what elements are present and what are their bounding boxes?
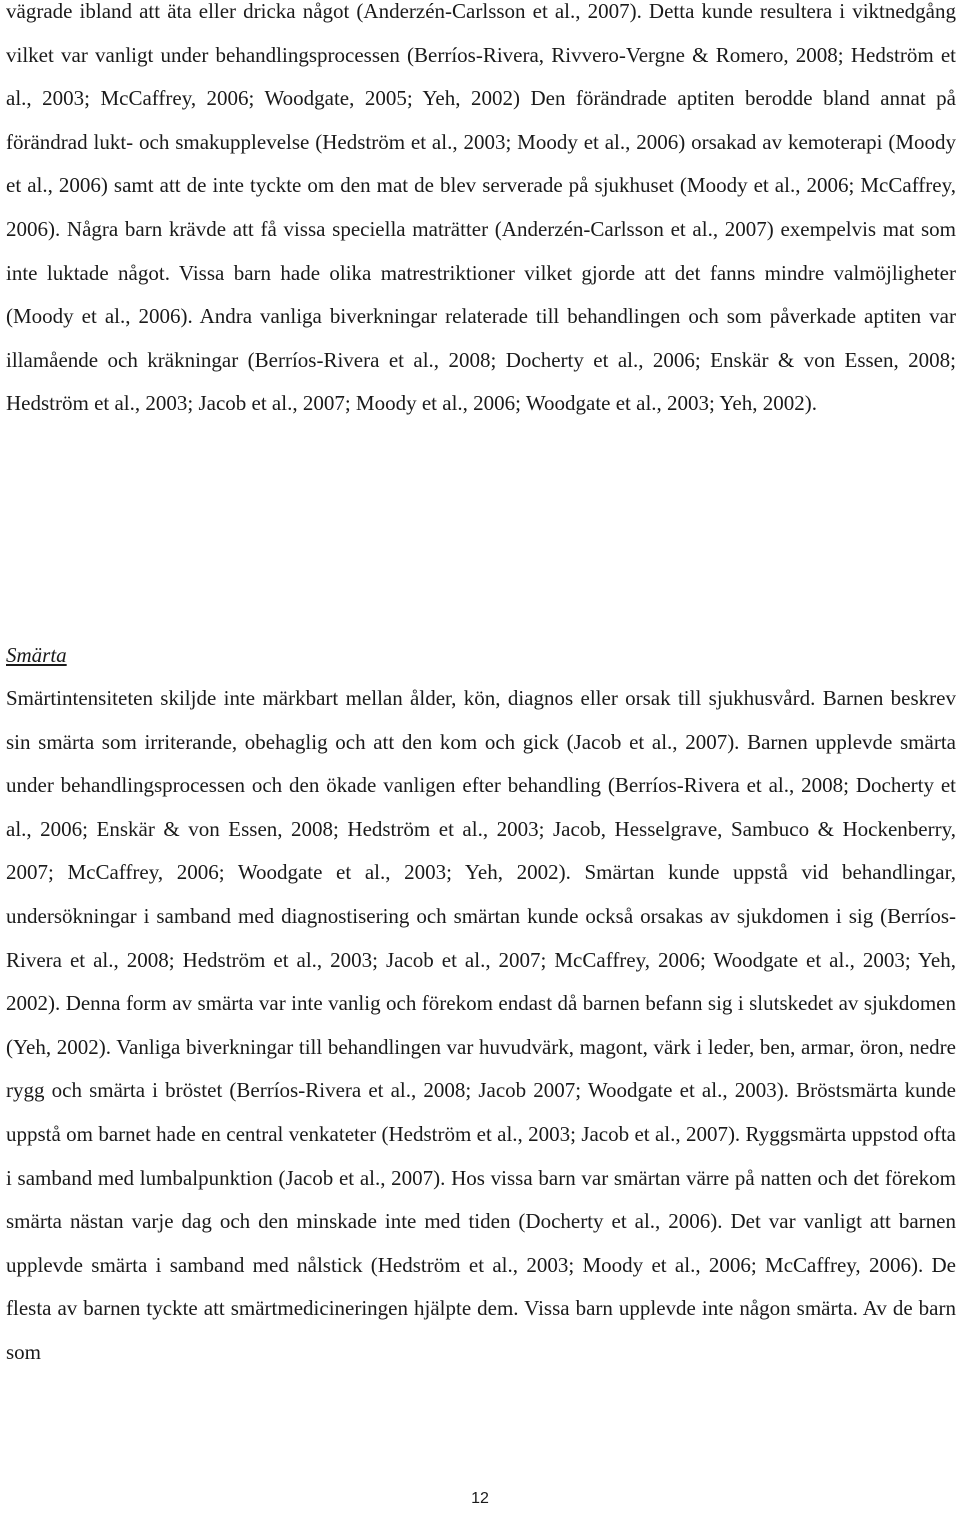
page-number: 12 bbox=[471, 1490, 489, 1507]
section-heading: Smärta bbox=[6, 643, 67, 667]
body-paragraph: vägrade ibland att äta eller dricka något (Anderzén-Carlsson et al., 2007). Detta kunde resultera i viktnedgång vilket var vanligt under behandlingsprocessen (Berríos-Rivera, Rivvero-Vergne & Romero, 2008; Hedström et al., 2003; McCaffrey, 2006; Woodgate, 2005; Yeh, 2002) Den förändrade aptiten berodde bland annat på förändrad lukt- och smakupplevelse (Hedström et al., 2003; Moody et al., 2006) orsakad av kemoterapi (Moody et al., 2006) samt att de inte tyckte om den mat de blev serverade på sjukhuset (Moody et al., 2006; McCaffrey, 2006). Några barn krävde att få vissa speciella maträtter (Anderzén-Carlsson et al., 2007) exempelvis mat som inte luktade något. Vissa barn hade olika matrestriktioner vilket gjorde att det fanns mindre valmöjligheter (Moody et al., 2006). Andra vanliga biverkningar relaterade till behandlingen och som påverkade aptiten var illamående och kräkningar (Berríos-Rivera et al., 2008; Docherty et al., 2006; Enskär & von Essen, 2008; Hedström et al., 2003; Jacob et al., 2007; Moody et al., 2006; Woodgate et al., 2003; Yeh, 2002). bbox=[6, 0, 956, 416]
body-paragraph: Smärtintensiteten skiljde inte märkbart mellan ålder, kön, diagnos eller orsak till sjukhusvård. Barnen beskrev sin smärta som irriterande, obehaglig och att den kom och gick (Jacob et al., 2007). Barnen upplevde smärta under behandlingsprocessen och den ökade vanligen efter behandling (Berríos-Rivera et al., 2008; Docherty et al., 2006; Enskär & von Essen, 2008; Hedström et al., 2003; Jacob, Hesselgrave, Sambuco & Hockenberry, 2007; McCaffrey, 2006; Woodgate et al., 2003; Yeh, 2002). Smärtan kunde uppstå vid behandlingar, undersökningar i samband med diagnostisering och smärtan kunde också orsakas av sjukdomen i sig (Berríos-Rivera et al., 2008; Hedström et al., 2003; Jacob et al., 2007; McCaffrey, 2006; Woodgate et al., 2003; Yeh, 2002). Denna form av smärta var inte vanlig och förekom endast då barnen befann sig i slutskedet av sjukdomen (Yeh, 2002). Vanliga biverkningar till behandlingen var huvudvärk, magont, värk i leder, ben, armar, öron, nedre rygg och smärta i bröstet (Berríos-Rivera et al., 2008; Jacob 2007; Woodgate et al., 2003). Bröstsmärta kunde uppstå om barnet hade en central venkateter (Hedström et al., 2003; Jacob et al., 2007). Ryggsmärta uppstod ofta i samband med lumbalpunktion (Jacob et al., 2007). Hos vissa barn var smärtan värre på natten och det förekom smärta nästan varje dag och den minskade inte med tiden (Docherty et al., 2006). Det var vanligt att barnen upplevde smärta i samband med nålstick (Hedström et al., 2003; Moody et al., 2006; McCaffrey, 2006). De flesta av barnen tyckte att smärtmedicineringen hjälpte dem. Vissa barn upplevde inte någon smärta. Av de barn som bbox=[6, 686, 956, 1364]
